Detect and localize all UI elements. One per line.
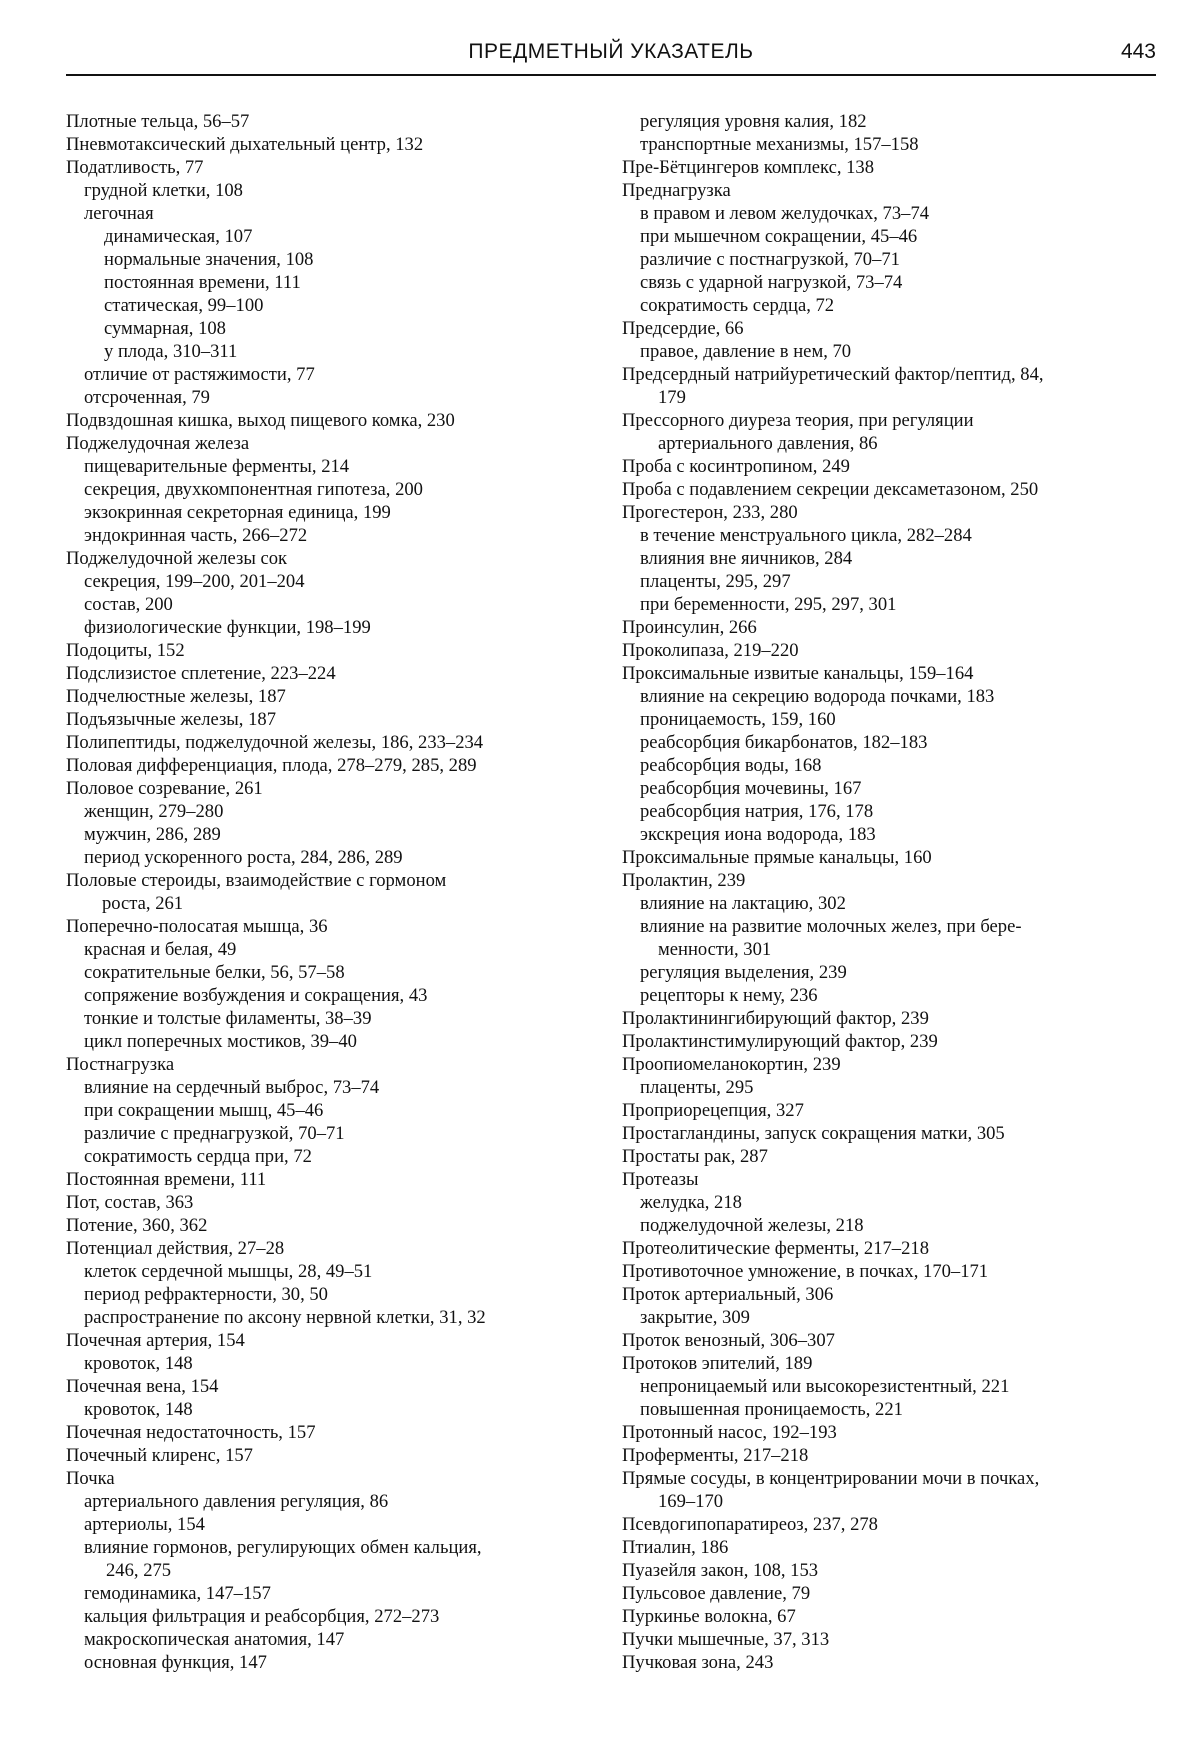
index-entry: Проток артериальный, 306 [622,1284,834,1305]
index-subentry: сократимость сердца при, 72 [84,1146,312,1167]
index-subentry: реабсорбция натрия, 176, 178 [640,801,874,822]
index-entry: Половая дифференциация, плода, 278–279, 285, 289 [66,755,477,776]
index-entry: Полипептиды, поджелудочной железы, 186, 233–234 [66,732,484,753]
index-entry: Проколипаза, 219–220 [622,640,799,661]
index-subentry: артериального давления, 86 [658,433,878,454]
page-title: ПРЕДМЕТНЫЙ УКАЗАТЕЛЬ [468,40,754,63]
index-subentry: кровоток, 148 [84,1353,193,1374]
index-subentry: мужчин, 286, 289 [84,824,221,845]
index-subentry: влияния вне яичников, 284 [640,548,853,569]
index-subentry: женщин, 279–280 [84,801,224,822]
index-subentry: сопряжение возбуждения и сокращения, 43 [84,985,428,1006]
index-entry: Предсердный натрийуретический фактор/пептид, 84, [622,364,1044,385]
index-entry: Подоциты, 152 [66,640,185,661]
index-subentry: различие с преднагрузкой, 70–71 [84,1123,345,1144]
index-entry: Потенциал действия, 27–28 [66,1238,285,1259]
index-entry: Поперечно-полосатая мышца, 36 [66,916,328,937]
index-entry: Плотные тельца, 56–57 [66,111,250,132]
index-entry: Постнагрузка [66,1054,175,1075]
index-entry: Псевдогипопаратиреоз, 237, 278 [622,1514,878,1535]
index-entry: Протонный насос, 192–193 [622,1422,837,1443]
index-subentry: период ускоренного роста, 284, 286, 289 [84,847,403,868]
index-entry: Протеолитические ферменты, 217–218 [622,1238,929,1259]
index-entry: Проферменты, 217–218 [622,1445,809,1466]
index-subentry: экскреция иона водорода, 183 [640,824,876,845]
index-subentry: сократимость сердца, 72 [640,295,835,316]
running-header [66,38,1156,76]
index-subentry: при мышечном сокращении, 45–46 [640,226,918,247]
index-entry: Пре-Бётцингеров комплекс, 138 [622,157,875,178]
index-subentry: 169–170 [658,1491,724,1512]
index-entry: Пуазейля закон, 108, 153 [622,1560,819,1581]
index-subentry: регуляция уровня калия, 182 [640,111,867,132]
index-subentry: постоянная времени, 111 [104,272,301,293]
index-subentry: при сокращении мышц, 45–46 [84,1100,324,1121]
index-subentry: артериолы, 154 [84,1514,205,1535]
index-entry: Протеазы [622,1169,699,1190]
index-entry: Почечный клиренс, 157 [66,1445,253,1466]
index-subentry: при беременности, 295, 297, 301 [640,594,897,615]
index-subentry: артериального давления регуляция, 86 [84,1491,389,1512]
index-subentry: гемодинамика, 147–157 [84,1583,271,1604]
index-entry: Поджелудочная железа [66,433,250,454]
index-subentry: влияние на сердечный выброс, 73–74 [84,1077,380,1098]
index-subentry: рецепторы к нему, 236 [640,985,818,1006]
index-subentry: повышенная проницаемость, 221 [640,1399,903,1420]
index-entry: Подслизистое сплетение, 223–224 [66,663,336,684]
index-subentry: красная и белая, 49 [84,939,237,960]
index-entry: Почечная артерия, 154 [66,1330,245,1351]
index-subentry: основная функция, 147 [84,1652,267,1673]
index-entry: Половые стероиды, взаимодействие с гормоном [66,870,447,891]
index-entry: Прямые сосуды, в концентрировании мочи в почках, [622,1468,1040,1489]
index-entry: Поджелудочной железы сок [66,548,288,569]
index-subentry: макроскопическая анатомия, 147 [84,1629,345,1650]
index-entry: Простагландины, запуск сокращения матки, 305 [622,1123,1005,1144]
index-column-right [622,110,1162,1674]
index-subentry: в правом и левом желудочках, 73–74 [640,203,930,224]
index-entry: Пучки мышечные, 37, 313 [622,1629,830,1650]
index-entry: Потение, 360, 362 [66,1215,208,1236]
index-subentry: сократительные белки, 56, 57–58 [84,962,345,983]
index-entry: Пролактин, 239 [622,870,746,891]
index-subentry: влияние на развитие молочных желез, при бере- [640,916,1022,937]
page-number: 443 [1120,40,1156,63]
index-subentry: менности, 301 [658,939,772,960]
index-subentry: нормальные значения, 108 [104,249,314,270]
index-entry: Почечная вена, 154 [66,1376,219,1397]
index-subentry: в течение менструального цикла, 282–284 [640,525,972,546]
index-entry: Проба с подавлением секреции дексаметазоном, 250 [622,479,1039,500]
index-subentry: состав, 200 [84,594,173,615]
index-subentry: желудка, 218 [640,1192,742,1213]
index-subentry: непроницаемый или высокорезистентный, 221 [640,1376,1010,1397]
index-entry: Подвздошная кишка, выход пищевого комка, 230 [66,410,455,431]
index-entry: Подчелюстные железы, 187 [66,686,286,707]
index-subentry: секреция, двухкомпонентная гипотеза, 200 [84,479,423,500]
index-entry: Пуркинье волокна, 67 [622,1606,796,1627]
index-subentry: динамическая, 107 [104,226,253,247]
index-entry: Пролактинстимулирующий фактор, 239 [622,1031,938,1052]
index-subentry: экзокринная секреторная единица, 199 [84,502,391,523]
index-subentry: 246, 275 [106,1560,172,1581]
index-subentry: грудной клетки, 108 [84,180,243,201]
index-subentry: поджелудочной железы, 218 [640,1215,864,1236]
index-subentry: проницаемость, 159, 160 [640,709,836,730]
index-entry: Пульсовое давление, 79 [622,1583,811,1604]
index-entry: Противоточное умножение, в почках, 170–171 [622,1261,989,1282]
index-subentry: суммарная, 108 [104,318,226,339]
index-entry: Проба с косинтропином, 249 [622,456,850,477]
index-subentry: реабсорбция бикарбонатов, 182–183 [640,732,928,753]
index-entry: Проприорецепция, 327 [622,1100,804,1121]
index-subentry: распространение по аксону нервной клетки, 31, 32 [84,1307,486,1328]
index-entry: Протоков эпителий, 189 [622,1353,813,1374]
index-subentry: тонкие и толстые филаменты, 38–39 [84,1008,372,1029]
index-entry: Проксимальные прямые канальцы, 160 [622,847,932,868]
index-subentry: период рефрактерности, 30, 50 [84,1284,328,1305]
index-subentry: плаценты, 295 [640,1077,754,1098]
index-entry: Почечная недостаточность, 157 [66,1422,316,1443]
index-subentry: влияние на секрецию водорода почками, 183 [640,686,995,707]
index-subentry: плаценты, 295, 297 [640,571,791,592]
index-subentry: реабсорбция мочевины, 167 [640,778,862,799]
index-entry: Проток венозный, 306–307 [622,1330,835,1351]
index-entry: Пот, состав, 363 [66,1192,194,1213]
index-entry: Подъязычные железы, 187 [66,709,276,730]
index-subentry: различие с постнагрузкой, 70–71 [640,249,900,270]
index-entry: Пучковая зона, 243 [622,1652,774,1673]
index-subentry: статическая, 99–100 [104,295,264,316]
index-entry: Половое созревание, 261 [66,778,263,799]
index-entry: Пролактинингибирующий фактор, 239 [622,1008,929,1029]
index-subentry: регуляция выделения, 239 [640,962,847,983]
index-subentry: секреция, 199–200, 201–204 [84,571,305,592]
index-subentry: правое, давление в нем, 70 [640,341,852,362]
index-entry: Проксимальные извитые канальцы, 159–164 [622,663,974,684]
index-entry: Прогестерон, 233, 280 [622,502,798,523]
index-subentry: влияние гормонов, регулирующих обмен кальция, [84,1537,482,1558]
index-subentry: эндокринная часть, 266–272 [84,525,308,546]
index-subentry: транспортные механизмы, 157–158 [640,134,919,155]
index-subentry: клеток сердечной мышцы, 28, 49–51 [84,1261,373,1282]
index-subentry: реабсорбция воды, 168 [640,755,822,776]
index-entry: Проинсулин, 266 [622,617,757,638]
index-subentry: закрытие, 309 [640,1307,750,1328]
index-subentry: влияние на лактацию, 302 [640,893,846,914]
index-entry: Преднагрузка [622,180,731,201]
index-subentry: роста, 261 [102,893,184,914]
index-subentry: отсроченная, 79 [84,387,210,408]
index-entry: Птиалин, 186 [622,1537,729,1558]
index-entry: Почка [66,1468,115,1489]
index-subentry: цикл поперечных мостиков, 39–40 [84,1031,357,1052]
index-column-left [66,110,596,1674]
index-subentry: кровоток, 148 [84,1399,193,1420]
index-entry: Предсердие, 66 [622,318,744,339]
index-entry: Прессорного диуреза теория, при регуляции [622,410,974,431]
index-subentry: отличие от растяжимости, 77 [84,364,315,385]
index-entry: Податливость, 77 [66,157,204,178]
index-entry: Пневмотаксический дыхательный центр, 132 [66,134,424,155]
index-subentry: легочная [84,203,154,224]
index-entry: Проопиомеланокортин, 239 [622,1054,841,1075]
index-subentry: физиологические функции, 198–199 [84,617,371,638]
index-subentry: у плода, 310–311 [104,341,238,362]
index-subentry: кальция фильтрация и реабсорбция, 272–273 [84,1606,440,1627]
index-subentry: пищеварительные ферменты, 214 [84,456,350,477]
index-entry: Простаты рак, 287 [622,1146,768,1167]
index-subentry: связь с ударной нагрузкой, 73–74 [640,272,903,293]
index-subentry: 179 [658,387,686,408]
index-entry: Постоянная времени, 111 [66,1169,267,1190]
